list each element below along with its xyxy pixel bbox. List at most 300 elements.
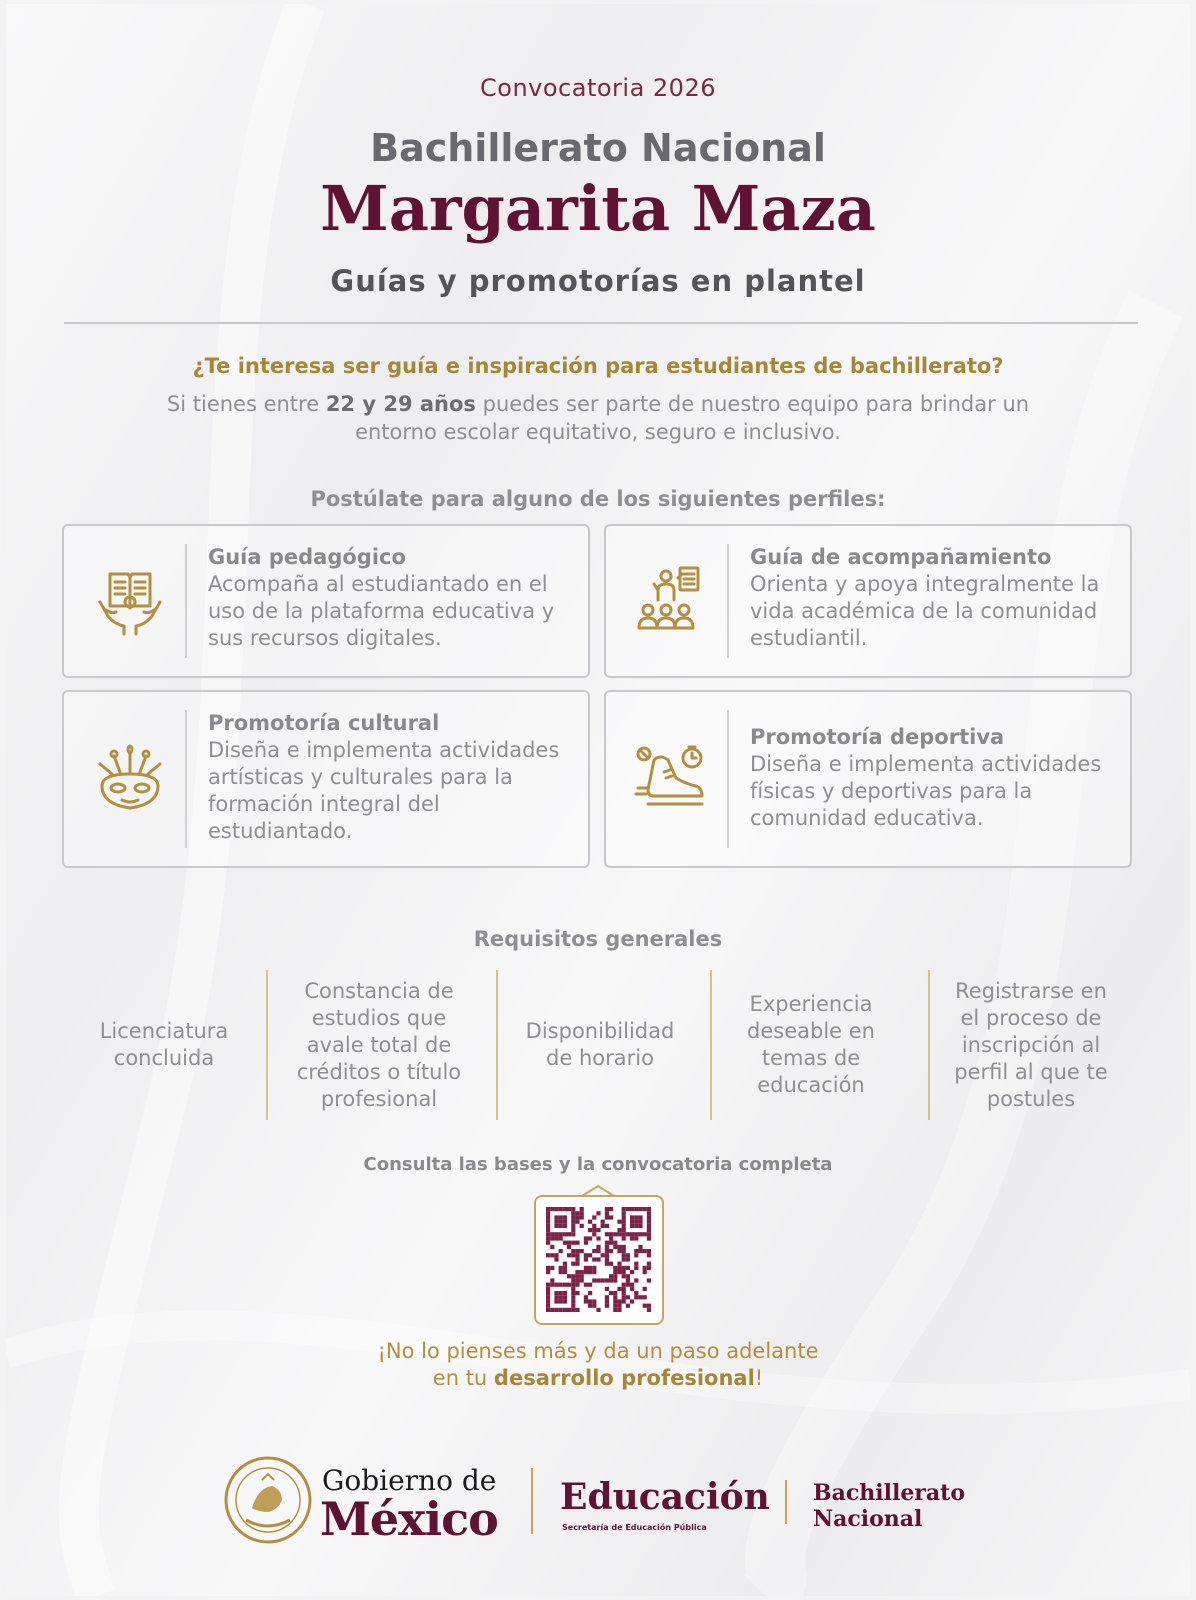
qr-module — [617, 1308, 621, 1312]
requirement-item: Registrarse en el proceso de inscripción al perfil al que te postules — [954, 978, 1108, 1111]
profile-description: Orienta y apoya integralmente la vida académica de la comunidad estudiantil. — [750, 572, 1100, 650]
qr-module — [617, 1287, 621, 1291]
profile-description: Diseña e implementa actividades artísticas y culturales para la formación integral del estudiantado. — [208, 738, 560, 843]
qr-module — [613, 1270, 617, 1274]
qr-module — [563, 1295, 567, 1299]
qr-module — [609, 1249, 613, 1253]
footer-divider — [785, 1480, 787, 1524]
profile-card-guia-pedagogico — [62, 524, 590, 678]
requirement-item: Experiencia deseable en temas de educación — [747, 992, 875, 1097]
qr-module — [546, 1266, 550, 1270]
cta-line2-bold: desarrollo profesional — [493, 1366, 755, 1390]
qr-module — [546, 1207, 550, 1211]
qr-module — [592, 1215, 596, 1219]
qr-module — [617, 1245, 621, 1249]
qr-module — [634, 1295, 638, 1299]
qr-module — [584, 1266, 588, 1270]
qr-module — [634, 1249, 638, 1253]
requirement-divider — [496, 970, 498, 1120]
qr-module — [592, 1228, 596, 1232]
qr-module — [571, 1283, 575, 1287]
qr-module — [584, 1241, 588, 1245]
qr-module — [584, 1295, 588, 1299]
qr-module — [643, 1287, 647, 1291]
qr-module — [571, 1299, 575, 1303]
qr-module — [559, 1308, 563, 1312]
qr-module — [617, 1228, 621, 1232]
qr-module — [605, 1224, 609, 1228]
qr-module — [609, 1215, 613, 1219]
qr-module — [630, 1270, 634, 1274]
cta-line2 — [6, 1365, 1190, 1392]
qr-module — [550, 1236, 554, 1240]
qr-module — [554, 1257, 558, 1261]
page-subtitle: Guías y promotorías en plantel — [330, 264, 866, 298]
qr-module — [563, 1283, 567, 1287]
qr-module — [592, 1299, 596, 1303]
qr-module — [588, 1291, 592, 1295]
qr-module — [643, 1304, 647, 1308]
profile-title: Promotoría cultural — [208, 711, 440, 735]
profiles-heading: Postúlate para alguno de los siguientes perfiles: — [310, 487, 886, 511]
qr-module — [622, 1211, 626, 1215]
cta-line2-before: en tu — [432, 1366, 494, 1390]
qr-module — [554, 1253, 558, 1257]
qr-module — [563, 1241, 567, 1245]
qr-module — [580, 1211, 584, 1215]
qr-module — [563, 1232, 567, 1236]
qr-module — [613, 1266, 617, 1270]
qr-module — [584, 1270, 588, 1274]
qr-module — [546, 1308, 550, 1312]
qr-module — [554, 1236, 558, 1240]
qr-module — [546, 1224, 550, 1228]
qr-module — [634, 1262, 638, 1266]
qr-module — [559, 1283, 563, 1287]
qr-module — [575, 1270, 579, 1274]
qr-module — [550, 1253, 554, 1257]
qr-module — [546, 1228, 550, 1232]
qr-module — [571, 1262, 575, 1266]
qr-module — [580, 1215, 584, 1219]
qr-module — [605, 1245, 609, 1249]
card-divider — [185, 544, 187, 658]
qr-module — [550, 1266, 554, 1270]
qr-module — [622, 1207, 626, 1211]
qr-module — [613, 1295, 617, 1299]
qr-module — [622, 1257, 626, 1261]
qr-module — [630, 1287, 634, 1291]
intro-text-after: puedes ser parte de nuestro equipo para brindar un entorno escolar equitativo, seguro e inclusivo. — [355, 392, 1030, 444]
qr-module — [550, 1308, 554, 1312]
qr-code-frame[interactable] — [534, 1195, 664, 1325]
qr-module — [609, 1241, 613, 1245]
requirements-heading: Requisitos generales — [473, 927, 723, 951]
qr-module — [563, 1207, 567, 1211]
requirement-divider — [266, 970, 268, 1120]
qr-module — [609, 1232, 613, 1236]
qr-module — [571, 1215, 575, 1219]
qr-module — [613, 1278, 617, 1282]
qr-module — [634, 1291, 638, 1295]
qr-module — [575, 1274, 579, 1278]
qr-module — [584, 1236, 588, 1240]
qr-module — [546, 1215, 550, 1219]
program-name: Margarita Maza — [320, 172, 876, 245]
card-divider — [727, 544, 729, 658]
qr-module — [605, 1207, 609, 1211]
profile-card-guia-acompanamiento — [604, 524, 1132, 678]
qr-module — [571, 1287, 575, 1291]
qr-module — [622, 1215, 626, 1219]
qr-module — [546, 1283, 550, 1287]
qr-module — [613, 1299, 617, 1303]
qr-module — [638, 1232, 642, 1236]
qr-module — [592, 1266, 596, 1270]
qr-module — [592, 1270, 596, 1274]
qr-module — [601, 1278, 605, 1282]
profile-description: Acompaña al estudiantado en el uso de la plataforma educativa y sus recursos digitales. — [208, 572, 555, 650]
intro-text-before: Si tienes entre — [166, 392, 326, 416]
qr-module — [554, 1295, 558, 1299]
qr-module — [546, 1220, 550, 1224]
qr-module — [643, 1207, 647, 1211]
qr-module — [559, 1224, 563, 1228]
qr-module — [647, 1262, 651, 1266]
qr-module — [571, 1304, 575, 1308]
qr-module — [622, 1245, 626, 1249]
qr-module — [626, 1278, 630, 1282]
bn-line2: Nacional — [813, 1506, 923, 1532]
qr-module — [613, 1232, 617, 1236]
qr-module — [638, 1295, 642, 1299]
qr-module — [546, 1299, 550, 1303]
qr-module — [609, 1274, 613, 1278]
qr-module — [643, 1232, 647, 1236]
qr-module — [575, 1278, 579, 1282]
qr-module — [601, 1220, 605, 1224]
qr-module — [630, 1236, 634, 1240]
bachillerato-nacional-logo — [813, 1480, 965, 1532]
profile-description: Diseña e implementa actividades físicas y deportivas para la comunidad educativa. — [750, 752, 1102, 830]
qr-module — [622, 1287, 626, 1291]
qr-module — [605, 1241, 609, 1245]
qr-module — [605, 1295, 609, 1299]
qr-module — [617, 1304, 621, 1308]
qr-module — [563, 1270, 567, 1274]
qr-module — [638, 1215, 642, 1219]
qr-module — [554, 1215, 558, 1219]
qr-module — [563, 1224, 567, 1228]
qr-module — [626, 1304, 630, 1308]
qr-module — [550, 1245, 554, 1249]
qr-module — [613, 1241, 617, 1245]
qr-module — [626, 1274, 630, 1278]
qr-module — [626, 1266, 630, 1270]
qr-module — [567, 1232, 571, 1236]
consulta-text: Consulta las bases y la convocatoria completa — [363, 1154, 833, 1175]
qr-module — [559, 1266, 563, 1270]
qr-module — [546, 1253, 550, 1257]
qr-module — [626, 1295, 630, 1299]
qr-module — [622, 1228, 626, 1232]
qr-module — [634, 1266, 638, 1270]
qr-module — [617, 1270, 621, 1274]
qr-module — [550, 1232, 554, 1236]
qr-module — [567, 1253, 571, 1257]
qr-module — [571, 1278, 575, 1282]
qr-module — [630, 1299, 634, 1303]
qr-module — [617, 1249, 621, 1253]
qr-module — [647, 1266, 651, 1270]
qr-module — [634, 1207, 638, 1211]
qr-module — [559, 1299, 563, 1303]
qr-module — [554, 1232, 558, 1236]
footer-logos — [6, 1454, 1190, 1554]
educacion-logo: Educación — [560, 1476, 770, 1518]
qr-module — [592, 1304, 596, 1308]
requirement-item: Disponibilidad de horario — [525, 1019, 675, 1070]
qr-module — [554, 1220, 558, 1224]
qr-module — [546, 1287, 550, 1291]
qr-module — [546, 1304, 550, 1308]
qr-module — [617, 1262, 621, 1266]
qr-module — [638, 1220, 642, 1224]
qr-module — [613, 1274, 617, 1278]
qr-module — [626, 1257, 630, 1261]
cta-line2-after: ! — [754, 1366, 764, 1390]
qr-module — [571, 1274, 575, 1278]
qr-module — [554, 1224, 558, 1228]
qr-module — [575, 1215, 579, 1219]
qr-module — [634, 1232, 638, 1236]
qr-module — [571, 1207, 575, 1211]
qr-module — [592, 1278, 596, 1282]
qr-module — [630, 1215, 634, 1219]
national-seal-icon — [222, 1454, 314, 1546]
qr-module — [563, 1215, 567, 1219]
qr-module — [613, 1304, 617, 1308]
qr-module — [546, 1295, 550, 1299]
convocatoria-label: Convocatoria 2026 — [480, 74, 716, 102]
qr-module — [647, 1215, 651, 1219]
qr-module — [638, 1245, 642, 1249]
qr-module — [571, 1241, 575, 1245]
qr-module — [601, 1224, 605, 1228]
profile-card-promotoria-deportiva — [604, 690, 1132, 868]
qr-module — [634, 1220, 638, 1224]
qr-module — [605, 1304, 609, 1308]
qr-module — [567, 1308, 571, 1312]
requirement-divider — [710, 970, 712, 1120]
qr-module — [605, 1249, 609, 1253]
profile-title: Guía de acompañamiento — [750, 545, 1052, 569]
qr-module — [596, 1228, 600, 1232]
qr-module — [647, 1304, 651, 1308]
qr-module — [643, 1270, 647, 1274]
qr-module — [622, 1236, 626, 1240]
qr-module — [622, 1270, 626, 1274]
qr-module — [563, 1308, 567, 1312]
qr-module — [605, 1287, 609, 1291]
qr-module — [647, 1249, 651, 1253]
qr-module — [634, 1236, 638, 1240]
qr-module — [588, 1304, 592, 1308]
qr-module — [575, 1262, 579, 1266]
qr-module — [647, 1308, 651, 1312]
qr-module — [575, 1241, 579, 1245]
gobierno-line1: Gobierno de — [322, 1464, 497, 1497]
qr-module — [609, 1207, 613, 1211]
qr-module — [571, 1228, 575, 1232]
qr-module — [563, 1291, 567, 1295]
qr-module — [559, 1215, 563, 1219]
qr-module — [630, 1220, 634, 1224]
age-range: 22 y 29 años — [325, 392, 476, 416]
qr-module — [546, 1241, 550, 1245]
intro-question: ¿Te interesa ser guía e inspiración para estudiantes de bachillerato? — [192, 354, 1004, 378]
qr-module — [605, 1299, 609, 1303]
card-divider — [727, 710, 729, 848]
qr-module — [601, 1253, 605, 1257]
qr-module — [596, 1211, 600, 1215]
qr-module — [559, 1232, 563, 1236]
running-shoe-icon — [634, 742, 710, 818]
qr-module — [588, 1228, 592, 1232]
qr-module — [580, 1249, 584, 1253]
qr-module — [580, 1274, 584, 1278]
qr-module — [647, 1211, 651, 1215]
qr-module — [605, 1253, 609, 1257]
qr-module — [546, 1211, 550, 1215]
qr-module — [554, 1207, 558, 1211]
qr-module — [550, 1278, 554, 1282]
qr-module — [575, 1253, 579, 1257]
qr-module — [622, 1291, 626, 1295]
qr-module — [617, 1266, 621, 1270]
qr-module — [567, 1241, 571, 1245]
qr-module — [643, 1295, 647, 1299]
qr-module — [571, 1295, 575, 1299]
qr-module — [571, 1220, 575, 1224]
qr-module — [563, 1262, 567, 1266]
qr-module — [630, 1283, 634, 1287]
intro-text — [6, 390, 1190, 446]
qr-module — [643, 1249, 647, 1253]
qr-module — [592, 1257, 596, 1261]
qr-module — [575, 1220, 579, 1224]
qr-module — [592, 1249, 596, 1253]
qr-module — [559, 1207, 563, 1211]
qr-module — [580, 1207, 584, 1211]
qr-module — [634, 1224, 638, 1228]
qr-module — [546, 1270, 550, 1274]
qr-module — [626, 1207, 630, 1211]
qr-module — [647, 1278, 651, 1282]
qr-module — [571, 1308, 575, 1312]
qr-module — [580, 1224, 584, 1228]
qr-module — [588, 1236, 592, 1240]
qr-module — [559, 1291, 563, 1295]
qr-module — [647, 1207, 651, 1211]
qr-module — [563, 1220, 567, 1224]
qr-module — [588, 1283, 592, 1287]
qr-module — [592, 1232, 596, 1236]
qr-module — [622, 1220, 626, 1224]
qr-module — [643, 1266, 647, 1270]
cta-line1: ¡No lo pienses más y da un paso adelante — [377, 1339, 819, 1363]
qr-module — [638, 1249, 642, 1253]
qr-module — [609, 1291, 613, 1295]
qr-module — [626, 1253, 630, 1257]
qr-module — [571, 1211, 575, 1215]
qr-module — [647, 1253, 651, 1257]
qr-module — [571, 1249, 575, 1253]
qr-module — [584, 1283, 588, 1287]
qr-module — [605, 1215, 609, 1219]
theater-mask-icon — [92, 742, 168, 818]
profile-title: Promotoría deportiva — [750, 725, 1005, 749]
qr-module — [617, 1299, 621, 1303]
qr-module — [596, 1308, 600, 1312]
qr-module — [567, 1283, 571, 1287]
qr-module — [622, 1295, 626, 1299]
qr-module — [622, 1274, 626, 1278]
qr-module — [571, 1253, 575, 1257]
qr-module — [554, 1283, 558, 1287]
qr-module — [634, 1278, 638, 1282]
qr-module — [622, 1224, 626, 1228]
qr-module — [605, 1211, 609, 1215]
group-presenter-icon — [634, 564, 710, 640]
qr-module — [567, 1245, 571, 1249]
qr-module — [605, 1232, 609, 1236]
qr-module — [567, 1274, 571, 1278]
qr-module — [605, 1262, 609, 1266]
qr-module — [567, 1207, 571, 1211]
qr-module — [613, 1291, 617, 1295]
qr-module — [588, 1253, 592, 1257]
qr-module — [647, 1232, 651, 1236]
qr-module — [634, 1253, 638, 1257]
qr-module — [550, 1283, 554, 1287]
requirement-item: Constancia de estudios que avale total de créditos o título profesional — [296, 978, 462, 1111]
footer-divider — [531, 1468, 533, 1534]
qr-module — [554, 1308, 558, 1312]
qr-module — [584, 1299, 588, 1303]
qr-module — [575, 1308, 579, 1312]
qr-module — [588, 1299, 592, 1303]
qr-module — [559, 1249, 563, 1253]
qr-module — [617, 1232, 621, 1236]
qr-module — [571, 1224, 575, 1228]
qr-module — [622, 1283, 626, 1287]
qr-module — [630, 1232, 634, 1236]
qr-module — [634, 1215, 638, 1219]
qr-module — [596, 1236, 600, 1240]
qr-code-icon[interactable] — [536, 1197, 662, 1323]
gobierno-line2: México — [320, 1492, 498, 1546]
qr-module — [584, 1253, 588, 1257]
qr-module — [626, 1283, 630, 1287]
requirement-item: Licenciatura concluida — [99, 1019, 229, 1070]
qr-module — [596, 1249, 600, 1253]
poster — [6, 4, 1190, 1596]
qr-module — [609, 1236, 613, 1240]
qr-module — [617, 1220, 621, 1224]
qr-module — [571, 1291, 575, 1295]
cta-text — [6, 1338, 1190, 1392]
